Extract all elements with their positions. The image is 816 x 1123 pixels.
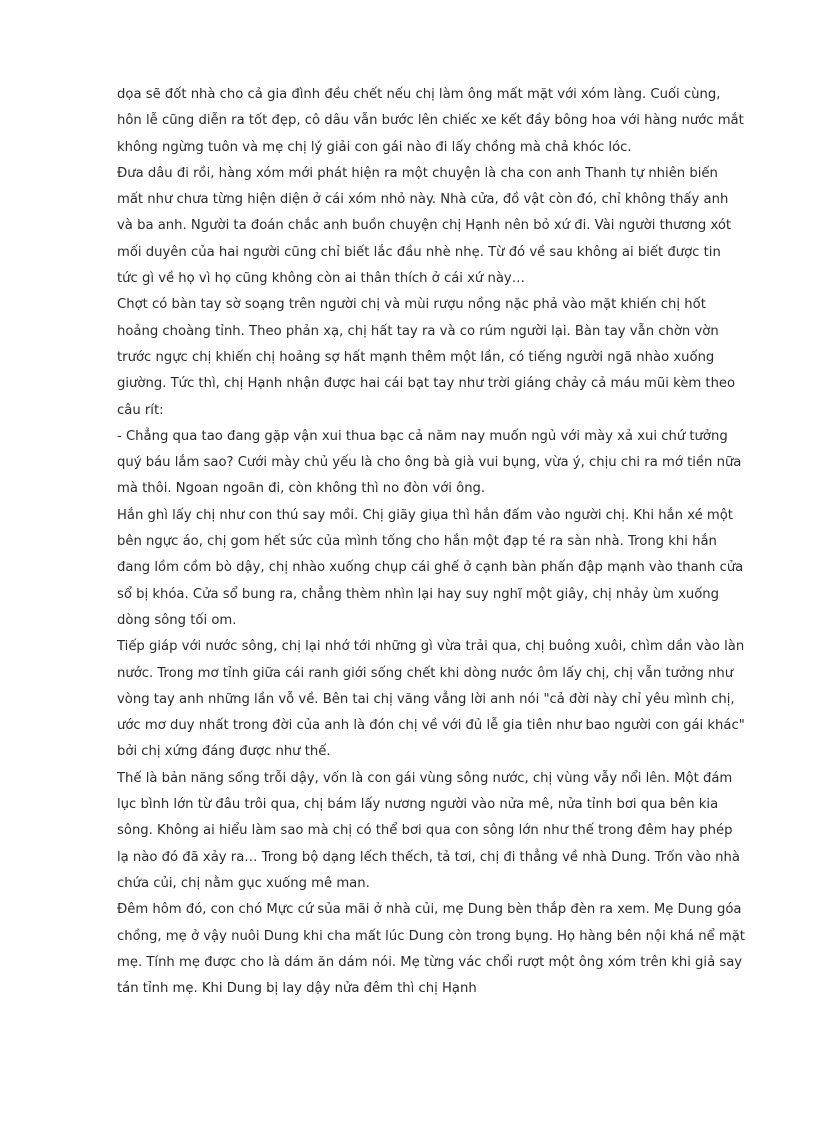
paragraph-4: - Chẳng qua tao đang gặp vận xui thua bạc cả năm nay muốn ngủ với mày xả xui chứ tưởng quý báu lắm sao? Cưới mày chủ yếu là cho ông bà già vui bụng, vừa ý, chịu chi ra mớ tiền nữa mà thôi. Ngoan ngoãn đi, còn không thì no đòn với ông. bbox=[117, 428, 742, 497]
paragraph-7: Thế là bản năng sống trỗi dậy, vốn là con gái vùng sông nước, chị vùng vẫy nổi lên. Một đám lục bình lớn từ đâu trôi qua, chị bám lấy nương người vào nửa mê, nửa tỉnh bơi qua bên kia sông. Không ai hiểu làm sao mà chị có thể bơi qua con sông lớn như thế trong đêm hay phép lạ nào đó đã xảy ra… Trong bộ dạng lếch thếch, tả tơi, chị đi thẳng về nhà Dung. Trốn vào nhà chứa củi, chị nằm gục xuống mê man. bbox=[117, 770, 740, 891]
paragraph-2: Đưa dâu đi rồi, hàng xóm mới phát hiện ra một chuyện là cha con anh Thanh tự nhiên biến mất như chưa từng hiện diện ở cái xóm nhỏ này. Nhà cửa, đồ vật còn đó, chỉ không thấy anh và ba anh. Người ta đoán chắc anh buồn chuyện chị Hạnh nên bỏ xứ đi. Vài người thương xót mối duyên của hai người cũng chỉ biết lắc đầu nhè nhẹ. Từ đó về sau không ai biết được tin tức gì về họ vì họ cũng không còn ai thân thích ở cái xứ này… bbox=[117, 165, 732, 287]
paragraph-5: Hắn ghì lấy chị như con thú say mồi. Chị giãy giụa thì hắn đấm vào người chị. Khi hắn xé một bên ngực áo, chị gom hết sức của mình tống cho hắn một đạp té ra sàn nhà. Trong khi hắn đang lồm cồm bò dậy, chị nhào xuống chụp cái ghế ở cạnh bàn phấn đập mạnh vào thanh cửa sổ bị khóa. Cửa sổ bung ra, chẳng thèm nhìn lại hay suy nghĩ một giây, chị nhảy ùm xuống dòng sông tối om. bbox=[117, 507, 744, 628]
story-text bbox=[117, 82, 745, 1002]
paragraph-6: Tiếp giáp với nước sông, chị lại nhớ tới những gì vừa trải qua, chị buông xuôi, chìm dần vào làn nước. Trong mơ tỉnh giữa cái ranh giới sống chết khi dòng nước ôm lấy chị, chị vẫn tưởng như vòng tay anh những lần vỗ về. Bên tai chị văng vẳng lời anh nói "cả đời này chỉ yêu mình chị, ước mơ duy nhất trong đời của anh là đón chị về với đủ lễ gia tiên như bao người con gái khác" bởi chị xứng đáng được như thế. bbox=[117, 639, 745, 760]
paragraph-3: Chợt có bàn tay sờ soạng trên người chị và mùi rượu nồng nặc phả vào mặt khiến chị hốt hoảng choàng tỉnh. Theo phản xạ, chị hất tay ra và co rúm người lại. Bàn tay vẫn chờn vờn trước ngực chị khiến chị hoảng sợ hất mạnh thêm một lần, có tiếng người ngã nhào xuống giường. Tức thì, chị Hạnh nhận được hai cái bạt tay như trời giáng chảy cả máu mũi kèm theo câu rít: bbox=[117, 297, 736, 418]
paragraph-1: dọa sẽ đốt nhà cho cả gia đình đều chết nếu chị làm ông mất mặt với xóm làng. Cuối cùng, hôn lễ cũng diễn ra tốt đẹp, cô dâu vẫn bước lên chiếc xe kết đầy bông hoa với hàng nước mắt không ngừng tuôn và mẹ chị lý giải con gái nào đi lấy chồng mà chả khóc lóc. bbox=[117, 87, 744, 155]
paragraph-8: Đêm hôm đó, con chó Mực cứ sủa mãi ở nhà củi, mẹ Dung bèn thắp đèn ra xem. Mẹ Dung góa chồng, mẹ ở vậy nuôi Dung khi cha mất lúc Dung còn trong bụng. Họ hàng bên nội khá nể mặt mẹ. Tính mẹ được cho là dám ăn dám nói. Mẹ từng vác chổi rượt một ông xóm trên khi giả say tán tỉnh mẹ. Khi Dung bị lay dậy nửa đêm thì chị Hạnh bbox=[117, 902, 745, 997]
